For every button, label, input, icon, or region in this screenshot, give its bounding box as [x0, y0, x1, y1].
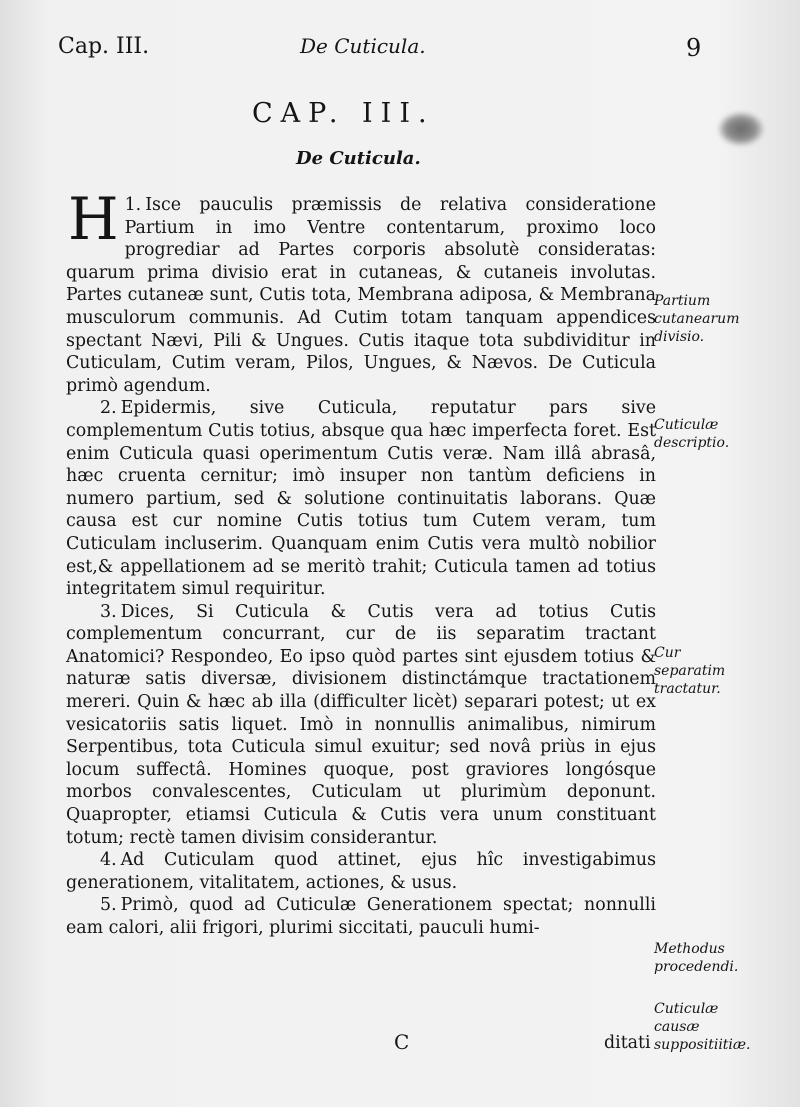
drop-cap: H: [68, 185, 119, 253]
running-head-chapter: Cap. III.: [58, 34, 150, 59]
paragraph-number: 5.: [100, 895, 117, 916]
paragraph-text: Dices, Si Cuticula & Cutis vera ad totius Cutis complementum concurrant, cur de iis separatim tractant Anatomici? Respondeo, Eo ipso quòd partes sint ejusdem totius & naturæ satis diversæ, divisionem distinctámque tractationem mereri. Quin & hæc ab illa (difficulter licèt) separari potest; ut ex vesicatoriis satis liquet. Imò in nonnullis animalibus, nimirum Serpentibus, tota Cuticula simul exuitur; sed novâ priùs in ejus locum suffectâ. Homines quoque, post graviores longósque morbos convalescentes, Cuticulam ut plurimùm deponunt. Quapropter, etiamsi Cuticula & Cutis vera unum constituant totum; rectè tamen divisim considerantur.: [66, 601, 656, 848]
paragraph-4: [66, 849, 656, 894]
margin-note-descriptio: Cuticulæ descriptio.: [654, 417, 730, 451]
paragraph-text: Isce pauculis præmissis de relativa consideratione Partium in imo Ventre contentarum, proximo loco progrediar ad Partes corporis absolutè consideratas: quarum prima divisio erat in cutaneas, & cutaneis involutas. Partes cutaneæ sunt, Cutis tota, Membrana adiposa, & Membrana musculorum communis. Ad Cutim totam tanquam appendices spectant Nævi, Pili & Ungues. Cutis itaque tota subdividitur in Cuticulam, Cutim veram, Pilos, Ungues, & Nævos. De Cuticula primò agendum.: [66, 195, 656, 396]
continuation-text: ditati: [604, 1033, 651, 1053]
paragraph-1: [66, 185, 656, 397]
margin-note-methodus: Methodus procedendi.: [654, 941, 739, 975]
paragraph-text: Epidermis, sive Cuticula, reputatur pars sive complementum Cutis totius, absque qua hæc imperfecta foret. Est enim Cuticula quasi operimentum Cutis veræ. Nam illâ abrasâ, hæc cruenta cernitur; imò insuper non tantùm deficiens in numero partium, sed & solutione continuitatis laborans. Quæ causa est cur nomine Cutis totius tum Cutem veram, tum Cuticulam incluserim. Quanquam enim Cutis vera multò nobilior est,& appellationem ad se meritò trahit; Cuticula tamen ad totius integritatem simul requiritur.: [66, 398, 656, 600]
margin-note-partium: Partium cutanearum divisio.: [654, 293, 740, 345]
paragraph-number: 2.: [100, 398, 117, 419]
paragraph-text: Primò, quod ad Cuticulæ Generationem spectat; nonnulli eam calori, alii frigori, plurimi siccitati, pauculi humi-: [66, 895, 656, 938]
paragraph-3: [66, 601, 656, 850]
paragraph-number: 3.: [100, 601, 117, 622]
margin-note-causae: Cuticulæ causæ suppositiitiæ.: [654, 1001, 751, 1053]
paragraph-number: 1.: [124, 195, 142, 215]
paragraph-2: [66, 397, 656, 600]
paragraph-5: [66, 894, 656, 939]
chapter-subtitle: De Cuticula.: [296, 148, 421, 169]
signature-mark: C: [394, 1030, 410, 1054]
chapter-title: CAP. III.: [252, 98, 435, 129]
page-number: 9: [686, 34, 702, 62]
paragraph-text: Ad Cuticulam quod attinet, ejus hîc investigabimus generationem, vitalitatem, actiones, & usus.: [66, 850, 656, 893]
margin-note-separatim: Cur separatim tractatur.: [654, 645, 726, 697]
ink-stain: [718, 112, 764, 146]
paragraph-number: 4.: [100, 850, 117, 871]
running-head-title: De Cuticula.: [300, 34, 426, 58]
body-text: [66, 185, 656, 940]
